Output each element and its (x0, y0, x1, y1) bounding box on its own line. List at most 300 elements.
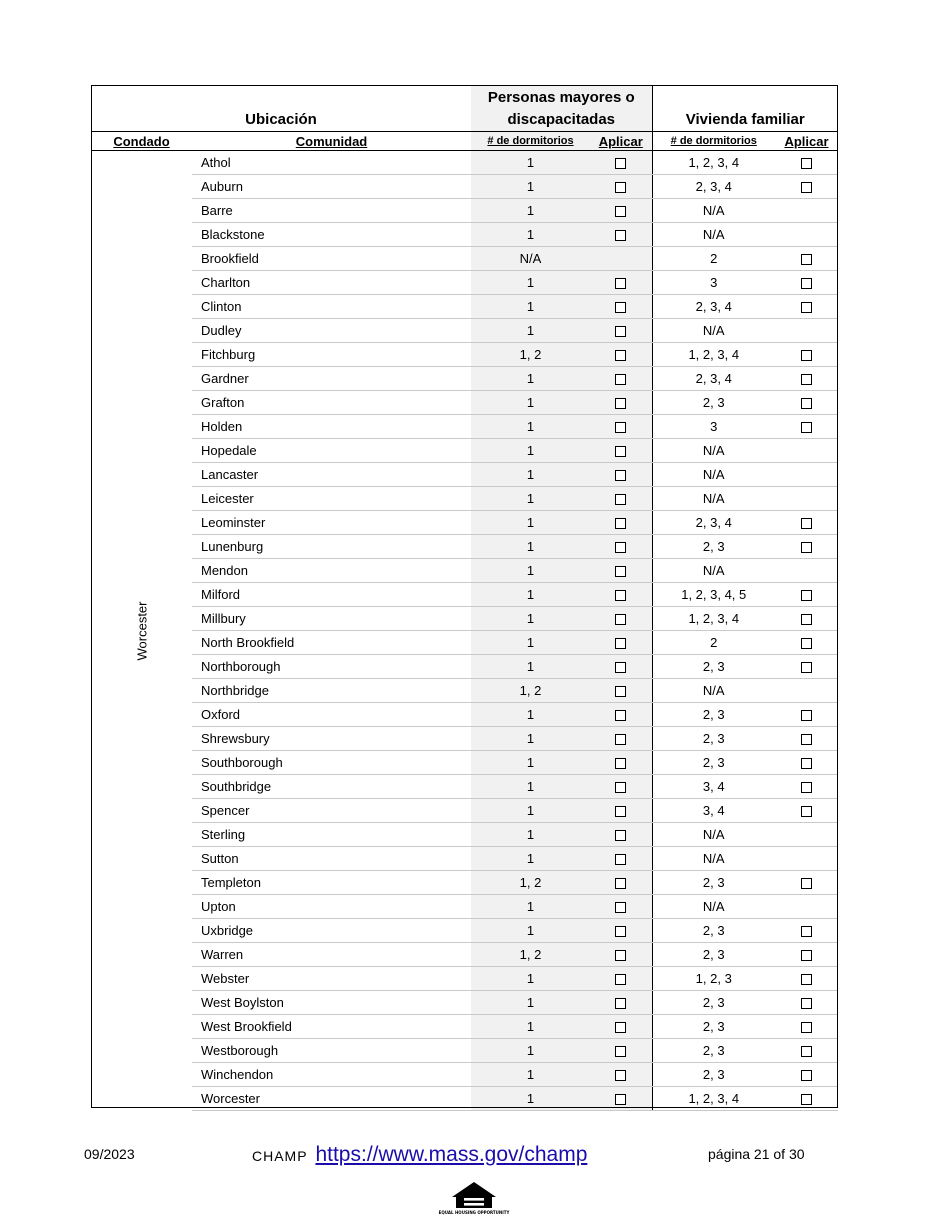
community-name: Leicester (192, 487, 471, 511)
elderly-bedrooms: 1 (471, 271, 590, 295)
community-name: Upton (192, 895, 471, 919)
elderly-bedrooms: 1, 2 (471, 343, 590, 367)
elderly-apply-checkbox[interactable] (615, 638, 626, 649)
family-bedrooms: 2, 3 (652, 991, 775, 1015)
family-apply-checkbox[interactable] (801, 758, 812, 769)
elderly-apply-checkbox[interactable] (615, 566, 626, 577)
elderly-apply-cell (590, 175, 652, 199)
elderly-apply-cell (590, 343, 652, 367)
community-name: Sutton (192, 847, 471, 871)
champ-link[interactable]: https://www.mass.gov/champ (315, 1143, 588, 1166)
elderly-apply-checkbox[interactable] (615, 158, 626, 169)
elderly-bedrooms: 1 (471, 727, 590, 751)
community-name: West Brookfield (192, 1015, 471, 1039)
family-apply-cell (775, 463, 838, 487)
family-apply-cell (775, 1087, 838, 1111)
table-row (91, 223, 838, 247)
family-bedrooms: 2, 3 (652, 1039, 775, 1063)
community-name: Hopedale (192, 439, 471, 463)
family-bedrooms: N/A (652, 319, 775, 343)
family-bedrooms: N/A (652, 559, 775, 583)
elderly-apply-checkbox[interactable] (615, 446, 626, 457)
table-row (91, 727, 838, 751)
elderly-apply-checkbox[interactable] (615, 710, 626, 721)
elderly-apply-checkbox[interactable] (615, 734, 626, 745)
elderly-apply-checkbox[interactable] (615, 878, 626, 889)
elderly-apply-cell (590, 631, 652, 655)
family-apply-checkbox[interactable] (801, 926, 812, 937)
table-row (91, 919, 838, 943)
elderly-bedrooms: 1 (471, 919, 590, 943)
elderly-apply-checkbox[interactable] (615, 782, 626, 793)
elderly-bedrooms: 1 (471, 607, 590, 631)
table-row (91, 1087, 838, 1111)
community-name: Worcester (192, 1087, 471, 1111)
family-apply-cell (775, 535, 838, 559)
logo-text: EQUAL HOUSING OPPORTUNITY (438, 1210, 510, 1215)
elderly-apply-cell (590, 535, 652, 559)
elderly-apply-cell (590, 823, 652, 847)
family-bedrooms: N/A (652, 439, 775, 463)
table-row (91, 583, 838, 607)
table-row (91, 655, 838, 679)
community-name: Lancaster (192, 463, 471, 487)
family-apply-checkbox[interactable] (801, 734, 812, 745)
community-name: Winchendon (192, 1063, 471, 1087)
elderly-bedrooms: 1 (471, 535, 590, 559)
elderly-apply-cell (590, 703, 652, 727)
elderly-bedrooms: 1 (471, 751, 590, 775)
family-apply-checkbox[interactable] (801, 614, 812, 625)
elderly-apply-checkbox[interactable] (615, 902, 626, 913)
elderly-bedrooms: 1 (471, 415, 590, 439)
family-apply-cell (775, 415, 838, 439)
family-bedrooms: N/A (652, 199, 775, 223)
table-row (91, 487, 838, 511)
elderly-apply-checkbox[interactable] (615, 998, 626, 1009)
family-apply-cell (775, 391, 838, 415)
elderly-apply-cell (590, 415, 652, 439)
community-name: Spencer (192, 799, 471, 823)
footer-date: 09/2023 (84, 1146, 135, 1162)
elderly-bedrooms: 1 (471, 559, 590, 583)
family-apply-cell (775, 1015, 838, 1039)
elderly-apply-checkbox[interactable] (615, 398, 626, 409)
elderly-bedrooms: 1 (471, 1039, 590, 1063)
elderly-apply-checkbox[interactable] (615, 614, 626, 625)
elderly-apply-cell (590, 943, 652, 967)
family-apply-cell (775, 271, 838, 295)
table-row (91, 175, 838, 199)
table-row (91, 343, 838, 367)
elderly-bedrooms: 1 (471, 1087, 590, 1111)
table-row (91, 367, 838, 391)
family-apply-cell (775, 871, 838, 895)
elderly-apply-cell (590, 247, 652, 271)
elderly-apply-checkbox[interactable] (615, 422, 626, 433)
elderly-bedrooms: 1 (471, 1063, 590, 1087)
elderly-apply-cell (590, 799, 652, 823)
elderly-bedrooms: 1 (471, 775, 590, 799)
table-row (91, 1039, 838, 1063)
county-label: Worcester (134, 601, 149, 661)
community-name: Gardner (192, 367, 471, 391)
community-name: Athol (192, 151, 471, 175)
elderly-apply-checkbox[interactable] (615, 374, 626, 385)
community-name: Uxbridge (192, 919, 471, 943)
family-apply-cell (775, 799, 838, 823)
family-apply-checkbox[interactable] (801, 518, 812, 529)
family-apply-cell (775, 1063, 838, 1087)
family-apply-cell (775, 487, 838, 511)
elderly-apply-checkbox[interactable] (615, 278, 626, 289)
family-bedrooms: N/A (652, 463, 775, 487)
header-vivienda: Vivienda familiar (685, 111, 805, 128)
elderly-bedrooms: 1 (471, 847, 590, 871)
family-bedrooms: 2, 3 (652, 703, 775, 727)
elderly-bedrooms: 1 (471, 391, 590, 415)
elderly-apply-checkbox[interactable] (615, 1022, 626, 1033)
elderly-bedrooms: 1 (471, 487, 590, 511)
elderly-apply-cell (590, 847, 652, 871)
elderly-apply-checkbox[interactable] (615, 974, 626, 985)
elderly-apply-checkbox[interactable] (615, 542, 626, 553)
table-row (91, 1015, 838, 1039)
elderly-apply-checkbox[interactable] (615, 806, 626, 817)
community-name: Grafton (192, 391, 471, 415)
family-bedrooms: 2, 3 (652, 535, 775, 559)
elderly-apply-cell (590, 487, 652, 511)
elderly-apply-checkbox[interactable] (615, 854, 626, 865)
elderly-apply-checkbox[interactable] (615, 230, 626, 241)
community-name: Dudley (192, 319, 471, 343)
elderly-apply-checkbox[interactable] (615, 686, 626, 697)
elderly-bedrooms: 1 (471, 1015, 590, 1039)
family-apply-cell (775, 223, 838, 247)
family-apply-cell (775, 175, 838, 199)
table-row (91, 271, 838, 295)
elderly-apply-cell (590, 463, 652, 487)
family-bedrooms: N/A (652, 487, 775, 511)
housing-table-container (91, 85, 838, 1111)
table-row (91, 943, 838, 967)
community-name: Webster (192, 967, 471, 991)
family-bedrooms: 2, 3 (652, 727, 775, 751)
elderly-apply-cell (590, 223, 652, 247)
table-row (91, 511, 838, 535)
family-apply-cell (775, 295, 838, 319)
family-apply-cell (775, 319, 838, 343)
community-name: Charlton (192, 271, 471, 295)
elderly-apply-checkbox[interactable] (615, 950, 626, 961)
family-apply-cell (775, 895, 838, 919)
family-apply-checkbox[interactable] (801, 1022, 812, 1033)
elderly-apply-cell (590, 295, 652, 319)
table-row (91, 535, 838, 559)
family-apply-checkbox[interactable] (801, 638, 812, 649)
elderly-apply-checkbox[interactable] (615, 206, 626, 217)
elderly-bedrooms: 1, 2 (471, 943, 590, 967)
table-row (91, 319, 838, 343)
community-name: Blackstone (192, 223, 471, 247)
family-apply-checkbox[interactable] (801, 542, 812, 553)
community-name: Southborough (192, 751, 471, 775)
family-apply-cell (775, 367, 838, 391)
elderly-bedrooms: 1 (471, 295, 590, 319)
community-name: Templeton (192, 871, 471, 895)
family-bedrooms: 3 (652, 271, 775, 295)
community-name: Lunenburg (192, 535, 471, 559)
family-apply-cell (775, 967, 838, 991)
family-apply-cell (775, 751, 838, 775)
table-row (91, 631, 838, 655)
family-bedrooms: 2 (652, 247, 775, 271)
family-apply-cell (775, 439, 838, 463)
family-bedrooms: 2, 3 (652, 871, 775, 895)
community-name: Sterling (192, 823, 471, 847)
elderly-bedrooms: 1 (471, 631, 590, 655)
family-apply-cell (775, 559, 838, 583)
community-name: Barre (192, 199, 471, 223)
family-bedrooms: 3 (652, 415, 775, 439)
footer-page-number: página 21 of 30 (708, 1146, 805, 1162)
family-bedrooms: N/A (652, 223, 775, 247)
elderly-bedrooms: 1 (471, 799, 590, 823)
family-apply-checkbox[interactable] (801, 422, 812, 433)
table-row (91, 295, 838, 319)
table-row (91, 439, 838, 463)
elderly-apply-checkbox[interactable] (615, 182, 626, 193)
family-apply-checkbox[interactable] (801, 254, 812, 265)
family-apply-checkbox[interactable] (801, 350, 812, 361)
elderly-bedrooms: 1 (471, 655, 590, 679)
table-row (91, 391, 838, 415)
elderly-apply-cell (590, 199, 652, 223)
family-bedrooms: N/A (652, 895, 775, 919)
elderly-bedrooms: 1 (471, 895, 590, 919)
family-bedrooms: N/A (652, 679, 775, 703)
family-apply-checkbox[interactable] (801, 782, 812, 793)
equal-housing-logo-icon (438, 1180, 510, 1220)
elderly-apply-cell (590, 775, 652, 799)
family-bedrooms: 3, 4 (652, 799, 775, 823)
elderly-apply-checkbox[interactable] (615, 350, 626, 361)
family-apply-cell (775, 151, 838, 175)
family-bedrooms: 3, 4 (652, 775, 775, 799)
table-row (91, 463, 838, 487)
community-name: Warren (192, 943, 471, 967)
elderly-bedrooms: 1 (471, 511, 590, 535)
family-apply-checkbox[interactable] (801, 974, 812, 985)
family-apply-cell (775, 919, 838, 943)
county-cell (91, 151, 192, 1111)
elderly-apply-cell (590, 991, 652, 1015)
elderly-apply-cell (590, 655, 652, 679)
community-name: West Boylston (192, 991, 471, 1015)
elderly-apply-cell (590, 727, 652, 751)
elderly-bedrooms: 1 (471, 439, 590, 463)
family-apply-checkbox[interactable] (801, 158, 812, 169)
header-fam-dormitorios: # de dormitorios (652, 132, 775, 151)
family-bedrooms: N/A (652, 823, 775, 847)
family-bedrooms: 1, 2, 3, 4 (652, 607, 775, 631)
champ-label: CHAMP (252, 1148, 308, 1164)
elderly-bedrooms: 1 (471, 463, 590, 487)
elderly-apply-checkbox[interactable] (615, 662, 626, 673)
community-name: Southbridge (192, 775, 471, 799)
family-apply-cell (775, 703, 838, 727)
elderly-apply-cell (590, 367, 652, 391)
community-name: Northbridge (192, 679, 471, 703)
community-name: Shrewsbury (192, 727, 471, 751)
table-row (91, 415, 838, 439)
table-row (91, 751, 838, 775)
elderly-apply-cell (590, 679, 652, 703)
family-bedrooms: 2, 3 (652, 919, 775, 943)
family-bedrooms: 1, 2, 3, 4 (652, 343, 775, 367)
elderly-apply-cell (590, 391, 652, 415)
elderly-apply-cell (590, 583, 652, 607)
community-name: Oxford (192, 703, 471, 727)
elderly-apply-checkbox[interactable] (615, 1094, 626, 1105)
elderly-bedrooms: 1, 2 (471, 871, 590, 895)
elderly-apply-cell (590, 1039, 652, 1063)
elderly-apply-cell (590, 151, 652, 175)
family-apply-checkbox[interactable] (801, 950, 812, 961)
family-apply-cell (775, 943, 838, 967)
community-name: Fitchburg (192, 343, 471, 367)
elderly-bedrooms: 1, 2 (471, 679, 590, 703)
family-apply-checkbox[interactable] (801, 398, 812, 409)
family-apply-checkbox[interactable] (801, 278, 812, 289)
elderly-apply-cell (590, 559, 652, 583)
family-apply-cell (775, 847, 838, 871)
elderly-bedrooms: 1 (471, 199, 590, 223)
footer-champ (252, 1143, 587, 1167)
family-apply-cell (775, 823, 838, 847)
family-apply-checkbox[interactable] (801, 374, 812, 385)
elderly-apply-checkbox[interactable] (615, 470, 626, 481)
family-bedrooms: 2, 3 (652, 1063, 775, 1087)
family-apply-checkbox[interactable] (801, 878, 812, 889)
family-apply-checkbox[interactable] (801, 662, 812, 673)
elderly-bedrooms: N/A (471, 247, 590, 271)
family-apply-checkbox[interactable] (801, 302, 812, 313)
community-name: Brookfield (192, 247, 471, 271)
community-name: Auburn (192, 175, 471, 199)
family-apply-cell (775, 991, 838, 1015)
elderly-apply-cell (590, 1015, 652, 1039)
elderly-apply-checkbox[interactable] (615, 1070, 626, 1081)
table-row (91, 1063, 838, 1087)
family-bedrooms: 1, 2, 3 (652, 967, 775, 991)
community-name: Millbury (192, 607, 471, 631)
community-name: Milford (192, 583, 471, 607)
family-apply-checkbox[interactable] (801, 998, 812, 1009)
table-row (91, 823, 838, 847)
family-bedrooms: 2 (652, 631, 775, 655)
family-apply-cell (775, 511, 838, 535)
elderly-apply-checkbox[interactable] (615, 494, 626, 505)
family-bedrooms: 2, 3, 4 (652, 175, 775, 199)
table-row (91, 967, 838, 991)
family-apply-checkbox[interactable] (801, 806, 812, 817)
elderly-bedrooms: 1 (471, 991, 590, 1015)
community-name: Mendon (192, 559, 471, 583)
family-bedrooms: 2, 3, 4 (652, 295, 775, 319)
elderly-apply-checkbox[interactable] (615, 830, 626, 841)
table-row (91, 703, 838, 727)
community-name: Holden (192, 415, 471, 439)
elderly-apply-cell (590, 919, 652, 943)
family-apply-checkbox[interactable] (801, 590, 812, 601)
elderly-bedrooms: 1 (471, 151, 590, 175)
family-apply-checkbox[interactable] (801, 1070, 812, 1081)
family-apply-cell (775, 199, 838, 223)
family-apply-cell (775, 343, 838, 367)
family-bedrooms: 2, 3, 4 (652, 511, 775, 535)
elderly-apply-checkbox[interactable] (615, 926, 626, 937)
family-apply-cell (775, 655, 838, 679)
community-name: Clinton (192, 295, 471, 319)
elderly-apply-cell (590, 751, 652, 775)
table-row (91, 247, 838, 271)
elderly-apply-cell (590, 439, 652, 463)
elderly-apply-checkbox[interactable] (615, 1046, 626, 1057)
family-apply-checkbox[interactable] (801, 710, 812, 721)
header-eld-dormitorios: # de dormitorios (471, 132, 590, 151)
family-bedrooms: 2, 3 (652, 943, 775, 967)
elderly-apply-checkbox[interactable] (615, 590, 626, 601)
family-bedrooms: 1, 2, 3, 4 (652, 151, 775, 175)
family-bedrooms: 2, 3 (652, 655, 775, 679)
header-comunidad: Comunidad (192, 132, 471, 151)
family-bedrooms: 2, 3 (652, 751, 775, 775)
family-apply-checkbox[interactable] (801, 1046, 812, 1057)
family-apply-cell (775, 679, 838, 703)
table-row (91, 199, 838, 223)
family-bedrooms: 1, 2, 3, 4 (652, 1087, 775, 1111)
housing-table (91, 85, 838, 1111)
elderly-apply-cell (590, 271, 652, 295)
elderly-apply-checkbox[interactable] (615, 518, 626, 529)
family-bedrooms: 2, 3 (652, 391, 775, 415)
header-fam-aplicar: Aplicar (775, 132, 838, 151)
elderly-bedrooms: 1 (471, 319, 590, 343)
elderly-apply-cell (590, 967, 652, 991)
family-apply-checkbox[interactable] (801, 1094, 812, 1105)
header-personas: Personas mayores o discapacitadas (471, 85, 652, 132)
table-row (91, 847, 838, 871)
community-name: Leominster (192, 511, 471, 535)
elderly-bedrooms: 1 (471, 175, 590, 199)
elderly-apply-cell (590, 319, 652, 343)
elderly-apply-checkbox[interactable] (615, 302, 626, 313)
elderly-apply-checkbox[interactable] (615, 758, 626, 769)
family-bedrooms: 1, 2, 3, 4, 5 (652, 583, 775, 607)
elderly-bedrooms: 1 (471, 967, 590, 991)
elderly-apply-cell (590, 895, 652, 919)
community-name: North Brookfield (192, 631, 471, 655)
family-apply-cell (775, 727, 838, 751)
elderly-bedrooms: 1 (471, 583, 590, 607)
table-row (91, 151, 838, 175)
elderly-bedrooms: 1 (471, 223, 590, 247)
elderly-apply-cell (590, 1063, 652, 1087)
elderly-apply-cell (590, 511, 652, 535)
family-apply-checkbox[interactable] (801, 182, 812, 193)
elderly-apply-checkbox[interactable] (615, 326, 626, 337)
